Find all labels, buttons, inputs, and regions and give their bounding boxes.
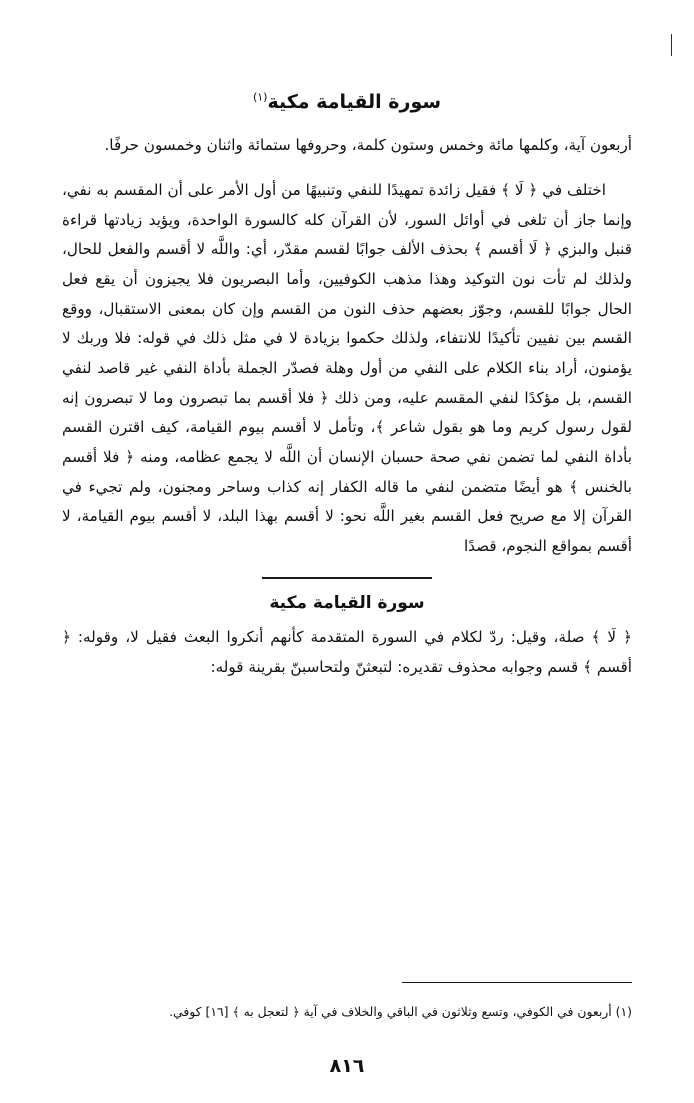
surah-title-text: سورة القيامة مكية <box>267 91 442 113</box>
section-heading: سورة القيامة مكية <box>269 593 425 614</box>
footnote-separator <box>402 982 632 983</box>
commentary-paragraph: اختلف في ﴿ لَا ﴾ فقيل زائدة تمهيدًا للنفي وتنبيهًا من أول الأمر على أن المقسم به نفي، وإنما جاز أن تلغى في أوائل السور، لأن القرآن كله كالسورة الواحدة، ويؤيد زيادتها قراءة قنبل والبزي ﴿ لَا أقسم ﴾ بحذف الألف جوابًا لقسم مقدّر، أي: واللَّه لا أقسم والفعل للحال، ولذلك لم تأت نون التوكيد وهذا مذهب الكوفيين، وأما البصريون فلا يجيزون أن يقع فعل الحال جوابًا للقسم، وجوّز بعضهم حذف النون من القسم وإن كان بمعنى الاستقبال، ووقع القسم بين نفيين تأكيدًا للانتفاء، ولذلك حكموا بزيادة لا في مثل ذلك في قوله: فلا وربك لا يؤمنون، أراد بناء الكلام على النفي من أول وهلة فصدّر الجملة بأداة النفي غير قاصد لنفي القسم، بل مؤكدًا لنفي المقسم عليه، ومن ذلك ﴿ فلا أقسم بما تبصرون وما لا تبصرون إنه لقول رسول كريم وما هو بقول شاعر ﴾، وتأمل لا أقسم بيوم القيامة، كيف اقترن القسم بأداة النفي لما تضمن نفي صحة حسبان الإنسان أن اللَّه لا يجمع عظامه، ومنه ﴿ فلا أقسم بالخنس ﴾ هو أيضًا متضمن لنفي ما قاله الكفار إنه كذاب وساحر ومجنون، ولم تجيء في القرآن إلا مع صريح فعل القسم بغير اللَّه نحو: لا أقسم بهذا البلد، لا أقسم بيوم القيامة، لا أقسم بمواقع النجوم، قصدًا <box>62 181 632 555</box>
page-content <box>62 88 632 684</box>
section-divider <box>262 577 432 579</box>
page-number: ٨١٦ <box>329 1055 365 1077</box>
section-paragraph: ﴿ لَا ﴾ صلة، وقيل: ردّ لكلام في السورة المتقدمة كأنهم أنكروا البعث فقيل لا، وقوله: ﴿ أقسم ﴾ قسم وجوابه محذوف تقديره: لتبعثنّ ولتحاسبنّ بقرينة قوله: <box>62 628 632 676</box>
verse-count-paragraph: أربعون آية، وكلمها مائة وخمس وستون كلمة، وحروفها ستمائة واثنان وخمسون حرفًا. <box>104 135 632 154</box>
page-title <box>62 88 632 117</box>
top-margin-rule <box>671 34 672 56</box>
footnote-text: (١) أربعون في الكوفي، وتسع وثلاثون في الباقي والخلاف في آية ﴿ لتعجل به ﴾ [١٦] كوفي. <box>169 1003 632 1019</box>
title-footnote-marker: (١) <box>252 90 268 104</box>
